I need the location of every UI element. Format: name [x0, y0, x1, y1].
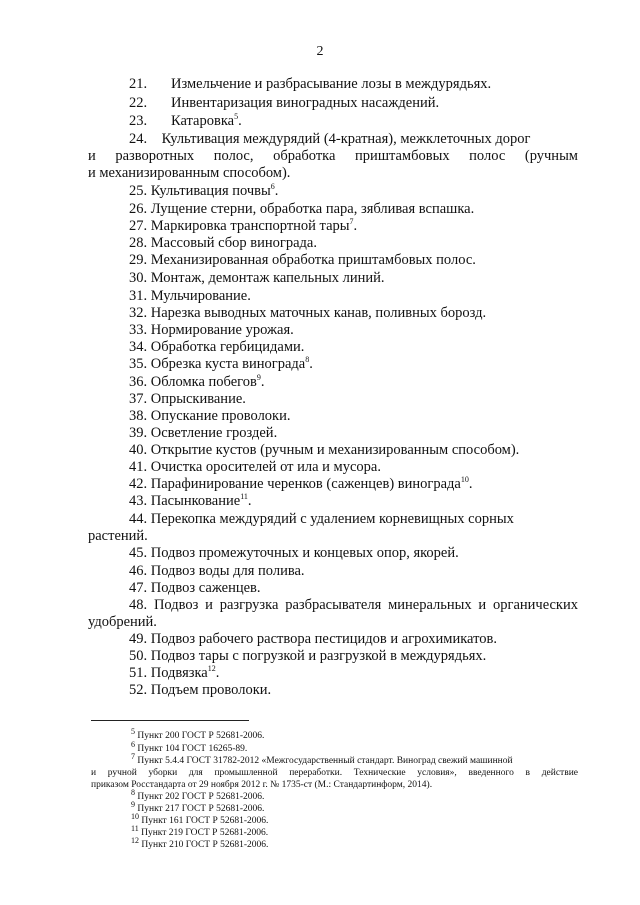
footnote-mark: 8: [131, 787, 135, 797]
item-punct: .: [274, 183, 279, 199]
list-item-43: [129, 493, 252, 510]
list-item-44-line-2: растений.: [88, 528, 148, 544]
footnote-11: [131, 823, 269, 839]
list-item-39: 39. Осветление гроздей.: [129, 425, 278, 441]
list-item-47: 47. Подвоз саженцев.: [129, 580, 261, 596]
list-item-45: 45. Подвоз промежуточных и концевых опор, якорей.: [129, 545, 459, 561]
item-text: 36. Обломка побегов: [129, 374, 257, 390]
footnote-mark: 11: [131, 823, 139, 833]
footnote-mark: 12: [131, 835, 139, 845]
list-item-42: [129, 476, 472, 493]
list-item-48-line-1: 48. Подвоз и разгрузка разбрасывателя минеральных и органических: [129, 597, 578, 613]
item-punct: .: [260, 374, 265, 390]
item-number: 21.: [129, 76, 148, 92]
list-item-46: 46. Подвоз воды для полива.: [129, 563, 305, 579]
footnote-12: [131, 835, 269, 851]
item-punct: .: [309, 356, 313, 372]
item-punct: .: [215, 665, 220, 681]
list-item-27: [129, 218, 357, 235]
item-punct: .: [468, 476, 473, 492]
footnote-text: Пункт 210 ГОСТ Р 52681-2006.: [141, 840, 269, 850]
list-item-29: 29. Механизированная обработка приштамбовых полос.: [129, 252, 476, 268]
list-item-44-line-1: 44. Перекопка междурядий с удалением корневищных сорных: [129, 511, 514, 527]
list-item-24-line-2: и разворотных полос, обработка приштамбовых полос (ручным: [88, 148, 578, 164]
footnote-divider: [91, 720, 249, 721]
item-text: 25. Культивация почвы: [129, 183, 271, 199]
footnote-5: [131, 726, 265, 742]
item-punct: .: [353, 218, 358, 234]
list-item-32: 32. Нарезка выводных маточных канав, поливных борозд.: [129, 305, 487, 321]
footnote-ref: 11: [240, 492, 248, 502]
list-item-28: 28. Массовый сбор винограда.: [129, 235, 317, 251]
item-text: Инвентаризация виноградных насаждений.: [171, 95, 440, 111]
list-item-24-line-1: 24. Культивация междурядий (4-кратная), межклеточных дорог: [129, 131, 531, 147]
item-number: 23.: [129, 113, 148, 129]
list-item-51: [129, 665, 219, 682]
item-number: 22.: [129, 95, 148, 111]
footnote-mark: 7: [131, 751, 135, 761]
list-item-33: 33. Нормирование урожая.: [129, 322, 294, 338]
list-item-25: [129, 183, 278, 200]
footnote-ref: 6: [270, 182, 275, 192]
list-item-49: 49. Подвоз рабочего раствора пестицидов и агрохимикатов.: [129, 631, 497, 647]
footnote-ref: 10: [460, 475, 469, 485]
list-item-24-line-3: и механизированным способом).: [88, 165, 291, 181]
list-item-37: 37. Опрыскивание.: [129, 391, 246, 407]
list-item-35: [129, 356, 313, 373]
item-text: 35. Обрезка куста винограда: [129, 356, 306, 372]
page-number: 2: [316, 44, 324, 59]
list-item-30: 30. Монтаж, демонтаж капельных линий.: [129, 270, 385, 286]
footnote-text: Пункт 161 ГОСТ Р 52681-2006.: [141, 816, 269, 826]
footnote-text: Пункт 5.4.4 ГОСТ 31782-2012 «Межгосударственный стандарт. Виноград свежий машинной: [137, 756, 513, 766]
list-item-38: 38. Опускание проволоки.: [129, 408, 291, 424]
footnote-9: [131, 799, 265, 815]
list-item-34: 34. Обработка гербицидами.: [129, 339, 305, 355]
list-item-26: 26. Лущение стерни, обработка пара, зябливая вспашка.: [129, 201, 475, 217]
item-text: Катаровка: [171, 113, 235, 129]
list-item-41: 41. Очистка оросителей от ила и мусора.: [129, 459, 381, 475]
footnote-text: Пункт 219 ГОСТ Р 52681-2006.: [141, 828, 269, 838]
footnote-7-line-2: и ручной уборки для промышленной переработки. Технические условия», введенного в действие: [91, 768, 578, 778]
list-item-52: 52. Подъем проволоки.: [129, 682, 272, 698]
footnote-text: Пункт 104 ГОСТ 16265-89.: [137, 744, 248, 754]
footnote-mark: 6: [131, 739, 135, 749]
footnote-10: [131, 811, 269, 827]
list-item-50: 50. Подвоз тары с погрузкой и разгрузкой в междурядьях.: [129, 648, 487, 664]
list-item-31: 31. Мульчирование.: [129, 288, 251, 304]
item-text: 43. Пасынкование: [129, 493, 241, 509]
item-punct: .: [247, 493, 252, 509]
footnote-7-line-1: [131, 751, 513, 767]
list-item-48-line-2: удобрений.: [88, 614, 157, 630]
item-text: 27. Маркировка транспортной тары: [129, 218, 350, 234]
item-text: 42. Парафинирование черенков (саженцев) винограда: [129, 476, 461, 492]
item-punct: .: [238, 113, 242, 129]
footnote-text: Пункт 217 ГОСТ Р 52681-2006.: [137, 804, 265, 814]
list-item-36: [129, 374, 264, 391]
footnote-mark: 5: [131, 726, 135, 736]
footnote-text: Пункт 202 ГОСТ Р 52681-2006.: [137, 792, 265, 802]
footnote-ref: 5: [234, 112, 239, 122]
footnote-6: [131, 739, 248, 755]
footnote-ref: 8: [305, 355, 310, 365]
list-item-40: 40. Открытие кустов (ручным и механизированным способом).: [129, 442, 520, 458]
list-item-22: [129, 95, 439, 112]
item-text: Измельчение и разбрасывание лозы в междурядьях.: [171, 76, 492, 92]
footnote-8: [131, 787, 265, 803]
footnote-ref: 7: [349, 217, 354, 227]
footnote-text: Пункт 200 ГОСТ Р 52681-2006.: [137, 731, 265, 741]
item-text: 51. Подвязка: [129, 665, 208, 681]
footnote-mark: 10: [131, 811, 139, 821]
footnote-7-line-3: приказом Росстандарта от 29 ноября 2012 г. № 1735-ст (М.: Стандартинформ, 2014).: [91, 780, 433, 790]
list-item-23: [129, 113, 242, 130]
footnote-ref: 9: [256, 373, 261, 383]
footnote-ref: 12: [207, 664, 216, 674]
list-item-21: [129, 76, 491, 93]
footnote-mark: 9: [131, 799, 135, 809]
